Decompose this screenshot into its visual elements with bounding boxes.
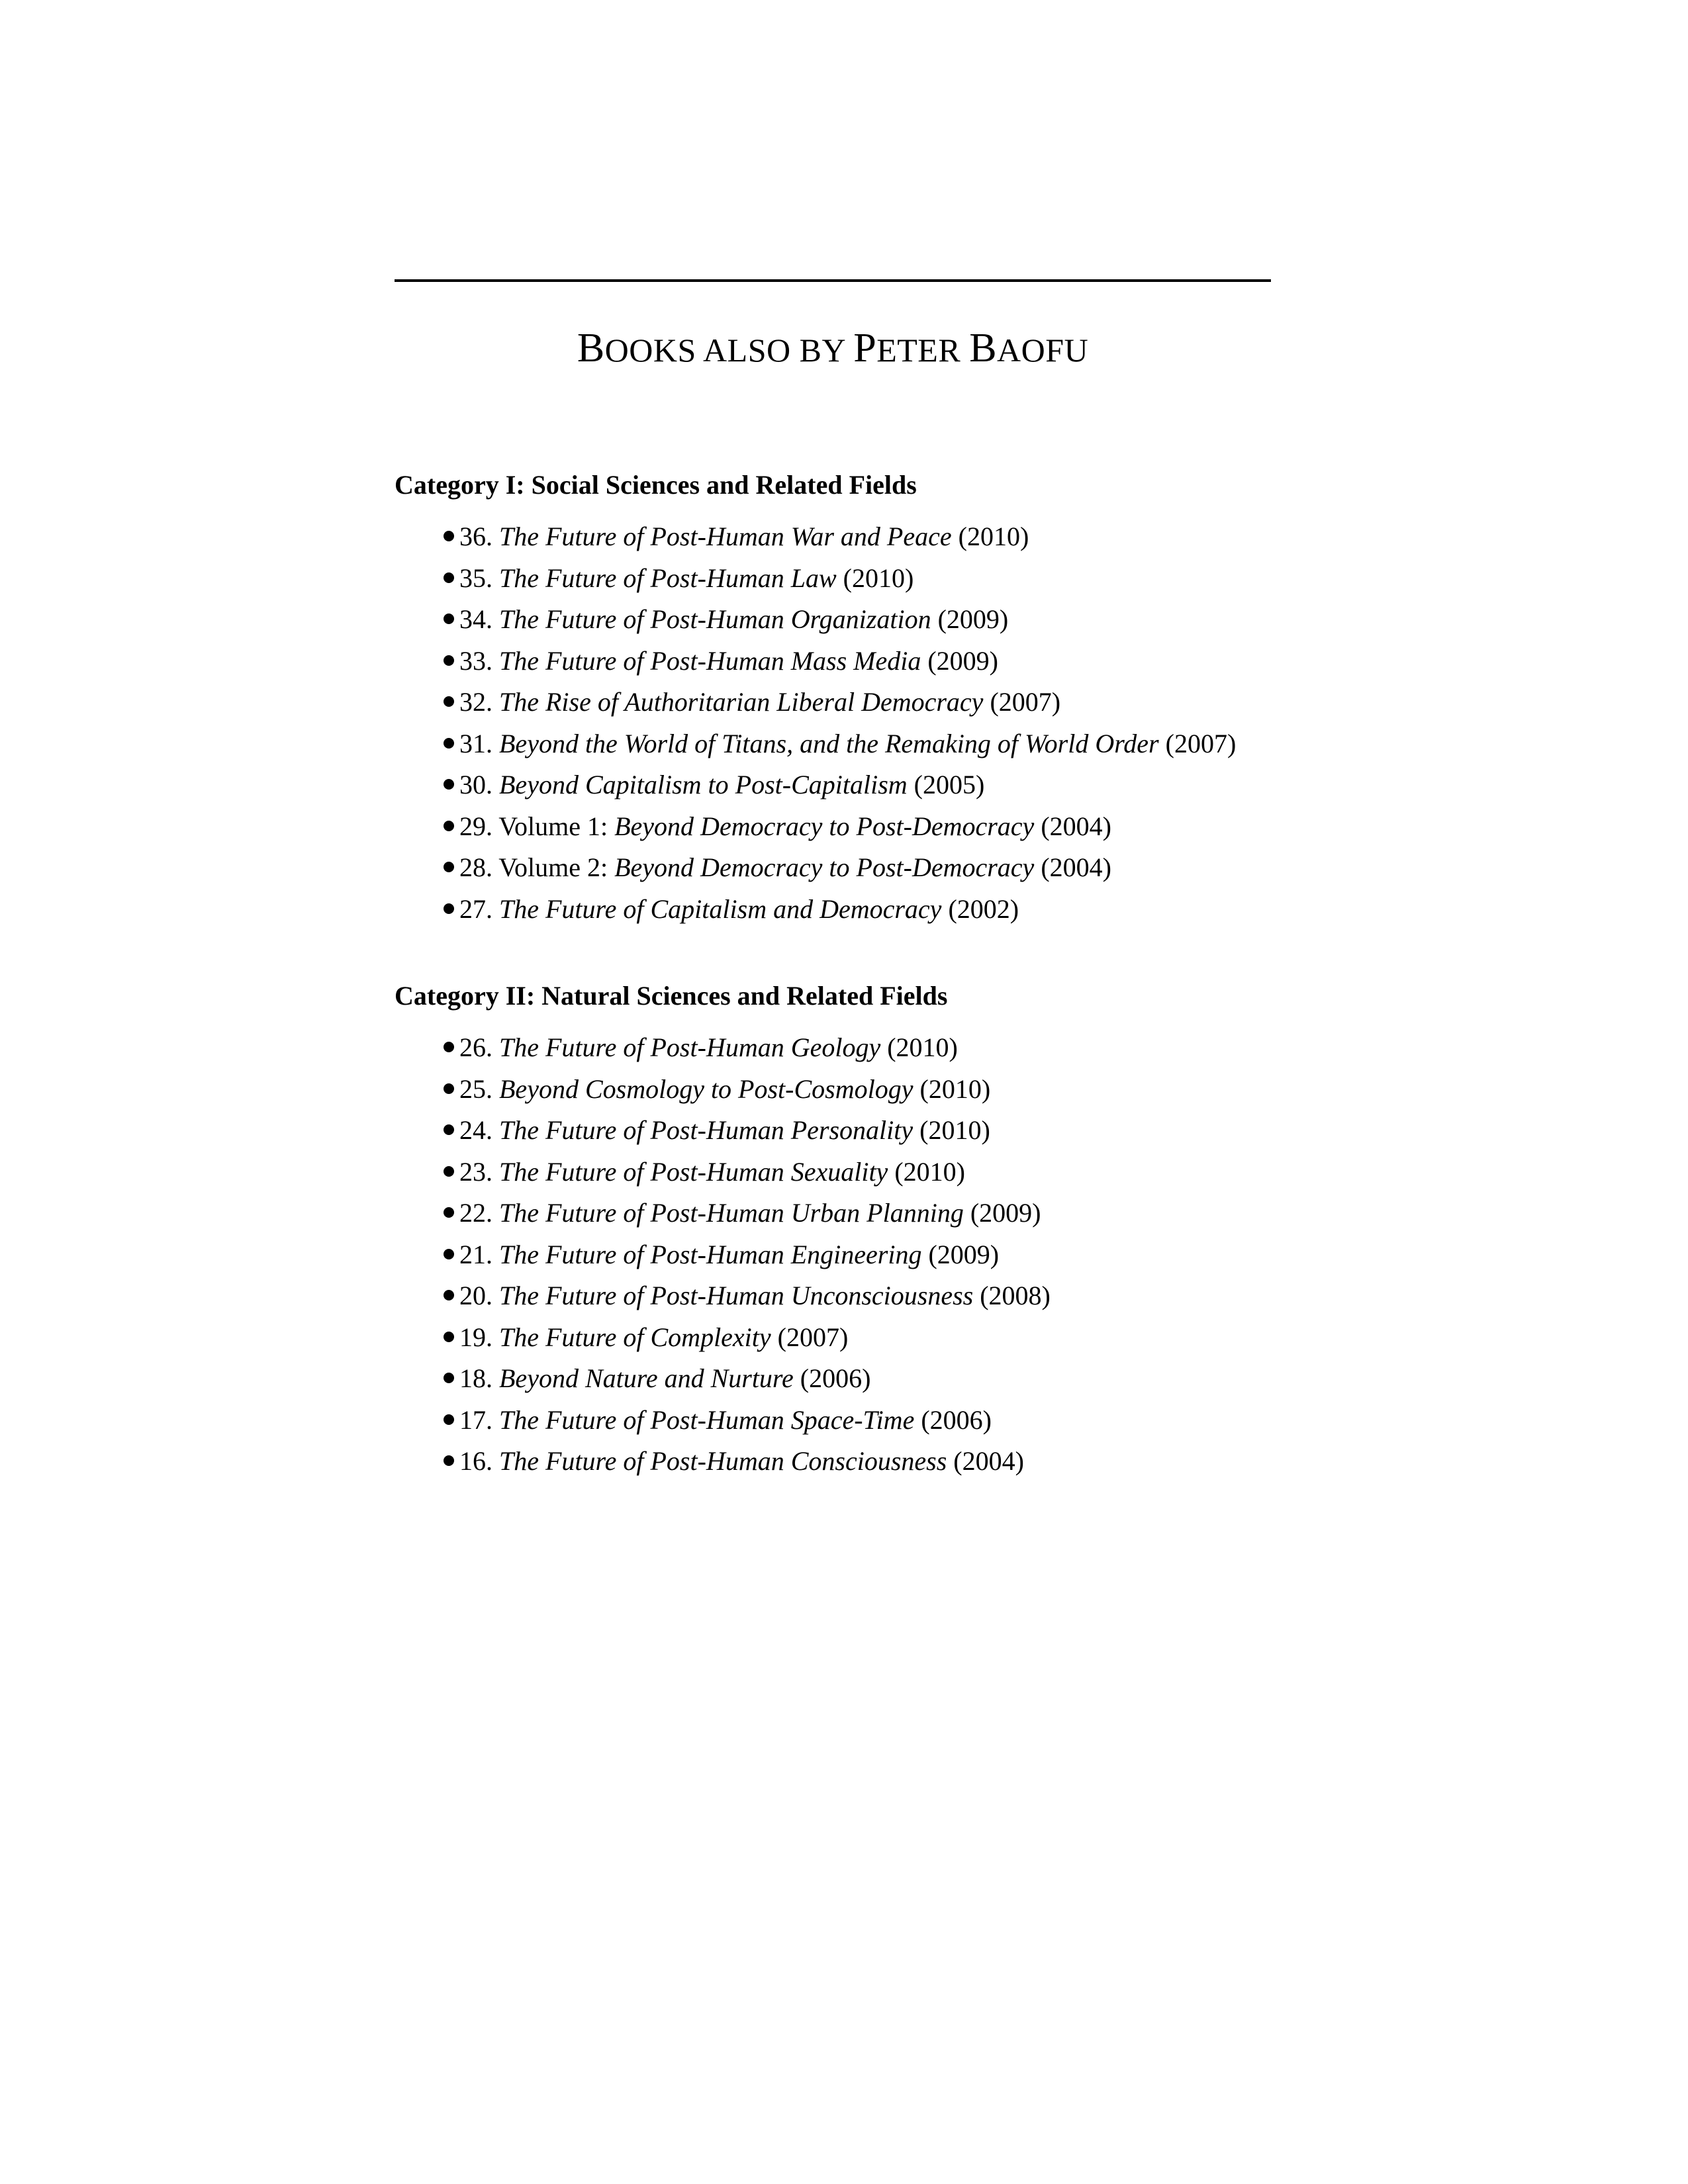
book-list-item xyxy=(444,682,1387,723)
book-list-item xyxy=(444,599,1387,641)
book-list-item xyxy=(444,1275,1387,1317)
section-heading: Category II: Natural Sciences and Related Fields xyxy=(395,981,948,1011)
book-list-item xyxy=(444,806,1387,848)
bullet-icon xyxy=(444,779,454,790)
book-number: 16. xyxy=(459,1446,492,1476)
book-title: The Future of Capitalism and Democracy xyxy=(499,893,942,924)
bullet-icon xyxy=(444,1207,454,1218)
book-year: (2006) xyxy=(800,1363,871,1393)
book-title: The Future of Post-Human Urban Planning xyxy=(499,1198,964,1228)
book-number: 30. xyxy=(459,770,492,799)
book-title: Beyond Democracy to Post-Democracy xyxy=(614,811,1035,841)
book-title: The Future of Post-Human Law xyxy=(499,563,837,593)
book-year: (2010) xyxy=(843,563,914,593)
book-title: The Future of Post-Human Mass Media xyxy=(499,645,921,676)
book-year: (2008) xyxy=(980,1281,1051,1310)
book-number: 19. xyxy=(459,1322,492,1352)
bullet-icon xyxy=(444,1124,454,1135)
title-part: B xyxy=(969,326,998,371)
book-list-item xyxy=(444,558,1387,600)
book-list-item xyxy=(444,1152,1387,1193)
book-list-item xyxy=(444,1193,1387,1234)
book-volume: Volume 2: xyxy=(498,852,608,882)
title-part: P xyxy=(853,326,877,371)
book-number: 23. xyxy=(459,1156,492,1187)
book-year: (2007) xyxy=(1165,728,1237,758)
book-year: (2010) xyxy=(919,1115,990,1145)
book-list xyxy=(395,516,1387,930)
bullet-icon xyxy=(444,1249,454,1259)
bullet-icon xyxy=(444,1166,454,1177)
bullet-icon xyxy=(444,1373,454,1383)
book-year: (2009) xyxy=(937,604,1009,634)
book-year: (2009) xyxy=(927,645,998,676)
category-section-social-sciences xyxy=(395,469,1387,930)
book-list-item xyxy=(444,1110,1387,1152)
book-number: 34. xyxy=(459,604,492,634)
book-title: Beyond Democracy to Post-Democracy xyxy=(614,852,1035,882)
book-number: 33. xyxy=(459,645,492,676)
title-part: B xyxy=(577,326,605,371)
bullet-icon xyxy=(444,1290,454,1300)
book-number: 21. xyxy=(459,1239,492,1269)
title-part: ETER xyxy=(876,332,970,369)
book-title: Beyond Cosmology to Post-Cosmology xyxy=(499,1073,914,1104)
book-title: The Future of Post-Human Unconsciousness xyxy=(499,1281,974,1310)
book-list-item xyxy=(444,1069,1387,1111)
book-title: Beyond Nature and Nurture xyxy=(499,1363,794,1393)
book-title: Beyond Capitalism to Post-Capitalism xyxy=(499,770,908,799)
category-section-natural-sciences xyxy=(395,979,1387,1482)
book-title: The Future of Post-Human Personality xyxy=(499,1115,914,1145)
book-year: (2009) xyxy=(970,1198,1041,1228)
bullet-icon xyxy=(444,1083,454,1094)
bullet-icon xyxy=(444,696,454,707)
bullet-icon xyxy=(444,1332,454,1342)
book-title: The Future of Post-Human Space-Time xyxy=(499,1404,915,1435)
book-list xyxy=(395,1027,1387,1482)
bullet-icon xyxy=(444,572,454,583)
book-year: (2007) xyxy=(777,1322,849,1352)
book-number: 18. xyxy=(459,1363,492,1393)
book-year: (2007) xyxy=(990,687,1061,717)
book-year: (2010) xyxy=(958,522,1029,551)
book-year: (2005) xyxy=(914,770,985,799)
book-title: The Future of Post-Human War and Peace xyxy=(499,522,952,551)
book-list-item xyxy=(444,1027,1387,1069)
book-list-item xyxy=(444,1234,1387,1276)
book-title: The Rise of Authoritarian Liberal Democracy xyxy=(499,687,984,717)
book-number: 29. xyxy=(459,811,492,841)
title-part: AOFU xyxy=(997,332,1089,369)
book-title: The Future of Post-Human Engineering xyxy=(499,1239,922,1269)
bullet-icon xyxy=(444,1042,454,1052)
book-year: (2009) xyxy=(928,1239,1000,1269)
book-year: (2004) xyxy=(1041,852,1111,882)
bullet-icon xyxy=(444,614,454,624)
bullet-icon xyxy=(444,655,454,666)
book-year: (2004) xyxy=(1041,811,1111,841)
book-title: The Future of Post-Human Geology xyxy=(499,1032,881,1062)
bullet-icon xyxy=(444,903,454,914)
top-rule xyxy=(395,279,1271,282)
book-title: The Future of Complexity xyxy=(499,1322,771,1352)
bullet-icon xyxy=(444,862,454,872)
book-list-item xyxy=(444,764,1387,806)
book-number: 20. xyxy=(459,1281,492,1310)
bullet-icon xyxy=(444,1455,454,1466)
book-number: 26. xyxy=(459,1032,492,1062)
book-title: The Future of Post-Human Sexuality xyxy=(499,1156,888,1187)
book-list-item xyxy=(444,1317,1387,1359)
book-year: (2010) xyxy=(894,1156,965,1187)
bullet-icon xyxy=(444,531,454,541)
bullet-icon xyxy=(444,821,454,831)
book-year: (2010) xyxy=(887,1032,958,1062)
book-volume: Volume 1: xyxy=(498,811,608,841)
book-year: (2010) xyxy=(919,1073,991,1104)
section-heading: Category I: Social Sciences and Related Fields xyxy=(395,470,917,500)
book-number: 36. xyxy=(459,522,492,551)
book-list-item xyxy=(444,1400,1387,1441)
book-year: (2004) xyxy=(953,1446,1024,1476)
book-list-item xyxy=(444,516,1387,558)
book-title: The Future of Post-Human Consciousness xyxy=(499,1446,947,1476)
book-list-item xyxy=(444,889,1387,931)
book-year: (2006) xyxy=(921,1404,992,1435)
book-number: 32. xyxy=(459,687,492,717)
book-number: 25. xyxy=(459,1073,492,1104)
book-title: Beyond the World of Titans, and the Remaking of World Order xyxy=(499,728,1159,758)
page-title xyxy=(395,323,1271,375)
book-list-item xyxy=(444,641,1387,682)
book-number: 35. xyxy=(459,563,492,593)
book-list-item xyxy=(444,1358,1387,1400)
title-part: OOKS ALSO BY xyxy=(604,332,854,369)
book-list-item xyxy=(444,847,1387,889)
book-list-item xyxy=(444,723,1387,765)
book-number: 28. xyxy=(459,852,492,882)
book-number: 24. xyxy=(459,1115,492,1145)
book-number: 17. xyxy=(459,1404,492,1435)
book-title: The Future of Post-Human Organization xyxy=(499,604,931,634)
book-list-item xyxy=(444,1441,1387,1482)
bullet-icon xyxy=(444,738,454,749)
book-number: 27. xyxy=(459,893,492,924)
book-year: (2002) xyxy=(948,893,1019,924)
book-number: 31. xyxy=(459,728,492,758)
book-number: 22. xyxy=(459,1198,492,1228)
bullet-icon xyxy=(444,1414,454,1425)
